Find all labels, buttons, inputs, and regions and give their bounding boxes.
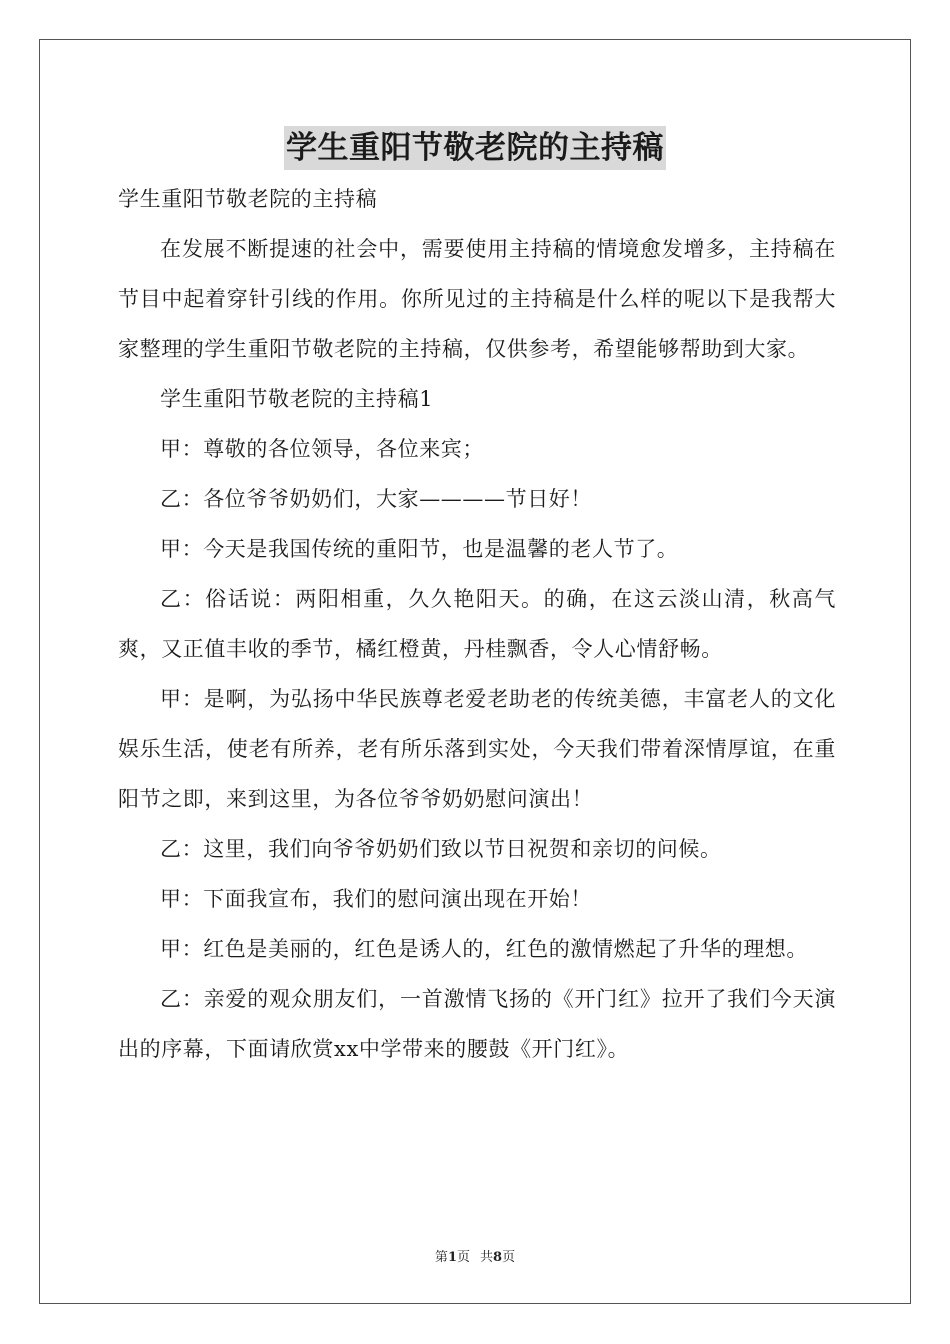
page-footer [0,1246,950,1265]
document-title: 学生重阳节敬老院的主持稿 [284,126,666,170]
dialogue-line: 甲：红色是美丽的，红色是诱人的，红色的激情燃起了升华的理想。 [160,937,808,961]
dialogue-line: 乙：俗话说：两阳相重，久久艳阳天。的确，在这云淡山清，秋高气爽，又正值丰收的季节，橘红橙黄，丹桂飘香，令人心情舒畅。 [118,587,836,661]
dialogue-line: 乙：各位爷爷奶奶们，大家————节日好！ [160,487,592,511]
dialogue-line: 甲：今天是我国传统的重阳节，也是温馨的老人节了。 [160,537,679,561]
subtitle-paragraph: 学生重阳节敬老院的主持稿 [118,187,378,211]
dialogue-line: 甲：尊敬的各位领导，各位来宾； [160,437,484,461]
page-suffix: 页 [456,1250,470,1265]
dialogue-line: 乙：亲爱的观众朋友们，一首激情飞扬的《开门红》拉开了我们今天演出的序幕，下面请欣赏xx中学带来的腰鼓《开门红》。 [118,987,836,1061]
intro-paragraph: 在发展不断提速的社会中，需要使用主持稿的情境愈发增多，主持稿在节目中起着穿针引线的作用。你所见过的主持稿是什么样的呢以下是我帮大家整理的学生重阳节敬老院的主持稿，仅供参考，希望能够帮助到大家。 [118,237,836,361]
total-pages: 8 [493,1250,503,1265]
dialogue-line: 甲：是啊，为弘扬中华民族尊老爱老助老的传统美德，丰富老人的文化娱乐生活，使老有所养，老有所乐落到实处，今天我们带着深情厚谊，在重阳节之即，来到这里，为各位爷爷奶奶慰问演出！ [118,687,836,811]
dialogue-line: 乙：这里，我们向爷爷奶奶们致以节日祝贺和亲切的问候。 [160,837,722,861]
page-prefix: 第 [434,1250,448,1265]
total-prefix: 共 [480,1250,494,1265]
dialogue-line: 甲：下面我宣布，我们的慰问演出现在开始！ [160,887,592,911]
title-container [0,126,950,170]
document-body [118,174,836,1074]
page-number: 1 [447,1250,457,1265]
section-heading: 学生重阳节敬老院的主持稿1 [160,387,434,411]
total-suffix: 页 [502,1250,516,1265]
